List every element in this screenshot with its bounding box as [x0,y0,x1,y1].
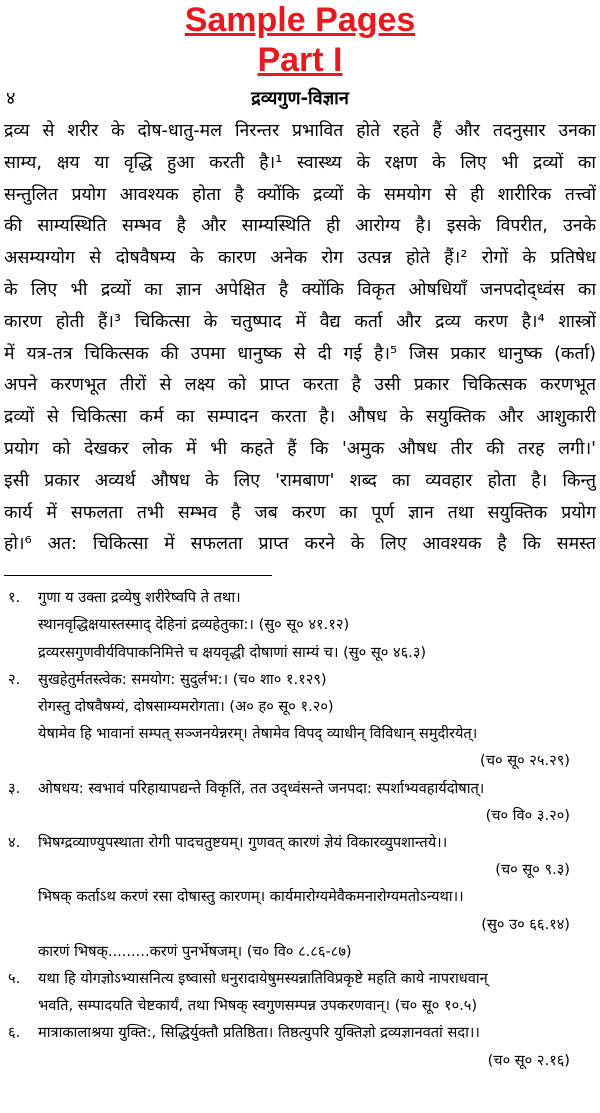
footnote-number: ३. [8,779,21,797]
banner-subtitle: Part I [257,41,343,79]
footnote-text: ओषधय: स्वभावं परिहायापद्यन्ते विकृतिं, तत उद्ध्वंसन्ते जनपदा: स्पर्शाभ्यवहार्यदोषात्। [38,779,485,797]
body-line: अपने करणभूत तीरों से लक्ष्य को प्राप्त करता है उसी प्रकार चिकित्सक करणभूत [4,375,596,396]
body-line: असम्यग्योग से दोषवैषम्य के कारण अनेक रोग उत्पन्न होते हैं।² रोगों के प्रतिषेध [4,248,596,269]
body-line: हो।⁶ अत: चिकित्सा में सफलता प्राप्त करने के लिए आवश्यक है कि समस्त [4,534,596,555]
sample-banner [0,0,600,80]
page-number: ४ [6,88,16,109]
body-line: इसी प्रकार अव्यर्थ औषध के लिए 'रामबाण' शब्द का व्यवहार होता है। किन्तु [4,470,596,491]
body-line: कारण होती हैं।³ चिकित्सा के चतुष्पाद में वैद्य कर्ता और द्रव्य करण है।⁴ शास्त्रों [4,311,596,332]
body-line: साम्य, क्षय या वृद्धि हुआ करती है।¹ स्वास्थ्य के रक्षण के लिए भी द्रव्यों का [4,152,596,173]
banner-title: Sample Pages [184,1,416,39]
footnote-number: ४. [8,833,21,851]
body-line: की साम्यस्थिति सम्भव है और साम्यस्थिति ही आरोग्य है। इसके विपरीत, उनके [4,216,596,237]
footnote-text: (च० सू० ९.३) [495,861,570,879]
footnote [8,1019,600,1073]
footnote-text: भिषक् कर्ताऽथ करणं रसा दोषास्तु कारणम्। कार्यमारोग्यमेवैकमनारोग्यमतोऽन्यथा।। [38,888,464,906]
body-line: के लिए भी द्रव्यों का ज्ञान अपेक्षित है क्योंकि विकृत ओषधियाँ जनपदोद्ध्वंस का [4,279,596,300]
footnote-text: भवति, सम्पादयति चेष्टकार्यं, तथा भिषक् स्वगुणसम्पन्न उपकरणवान्। (च० सू० १०.५) [38,997,478,1015]
body-line: द्रव्य से शरीर के दोष-धातु-मल निरन्तर प्रभावित होते रहते हैं और तदनुसार उनका [4,121,596,141]
footnote [8,666,600,775]
footnote-text: यथा हि योगज्ञोऽभ्यासनित्य इष्वासो धनुरादायेषुमस्यन्नातिविप्रकृष्टे महति काये नापराधवान् [38,970,488,987]
footnote [8,775,600,829]
footnotes [8,584,600,1074]
footnote-first-row [8,666,600,693]
body-line: द्रव्यों से चिकित्सा कर्म का सम्पादन करता है। औषध के सयुक्तिक और आशुकारी [4,407,596,428]
footnote-text: मात्राकालाश्रया युक्ति:, सिद्धिर्युक्तौ प्रतिष्ठिता। तिष्ठत्युपरि युक्तिज्ञो द्रव्यज्ञानवतां सदा।। [38,1024,480,1042]
footnote-text: स्थानवृद्धिक्षयास्तस्माद् देहिनां द्रव्यहेतुका:। (सु० सू० ४१.१२) [38,616,350,634]
footnote-number: ६. [8,1024,21,1042]
body-line: में यत्र-तत्र चिकित्सक की उपमा धानुष्क से दी गई है।⁵ जिस प्रकार धानुष्क (कर्ता) [4,343,596,364]
footnote-text: गुणा य उक्ता द्रव्येषु शरीरेष्वपि ते तथा। [38,589,241,607]
footnote-first-row [8,775,600,802]
footnote-text: (च० वि० ३.२०) [485,806,570,824]
footnote-text: येषामेव हि भावानां सम्पत् सञ्जनयेन्नरम्। तेषामेव विपद् व्याधीन् विविधान् समुदीरयेत्। [38,725,478,743]
body-line: प्रयोग को देखकर लोक में भी कहते हैं कि 'अमुक औषध तीर की तरह लगी।' [4,438,596,459]
footnote-text: रोगस्तु दोषवैषम्यं, दोषसाम्यमरोगता। (अ० ह० सू० १.२०) [38,697,334,715]
footnote-text: (च० सू० २५.२९) [480,752,570,770]
footnote-text: द्रव्यरसगुणवीर्यविपाकनिमित्ते च क्षयवृद्धी दोषाणां साम्यं च। (सु० सू० ४६.३) [38,643,427,661]
running-title: द्रव्यगुण-विज्ञान [251,88,349,109]
running-head [0,86,600,114]
footnote-first-row [8,1019,600,1046]
footnote-first-row [8,829,600,856]
footnote [8,584,600,666]
body-paragraph [4,116,596,561]
footnote-divider [4,575,272,576]
footnote-text: भिषग्द्रव्याण्युपस्थाता रोगी पादचतुष्टयम्। गुणवत् कारणं ज्ञेयं विकारव्युपशान्तये।। [38,833,448,851]
footnote-first-row [8,584,600,611]
footnote-number: ५. [8,970,21,987]
footnote-text: सुखहेतुर्मतस्त्वेक: समयोग: सुदुर्लभ:। (च० शा० १.१२९) [38,670,327,688]
footnote-text: (च० सू० २.१६) [487,1051,570,1069]
footnote [8,829,600,965]
body-line: कार्य में सफलता तभी सम्भव है जब करण का पूर्ण ज्ञान तथा सयुक्तिक प्रयोग [4,502,596,523]
footnote-number: १. [8,589,21,607]
footnote-number: २. [8,670,21,688]
footnote-first-row [8,965,600,992]
footnote-text: (सु० उ० ६६.१४) [481,915,570,933]
body-line: सन्तुलित प्रयोग आवश्यक होता है क्योंकि द्रव्यों के समयोग से ही शारीरिक तत्त्वों [4,184,596,205]
footnote [8,965,600,1019]
footnote-text: कारणं भिषक्.........करणं पुनर्भेषजम्। (च० वि० ८.८६-८७) [38,942,352,960]
